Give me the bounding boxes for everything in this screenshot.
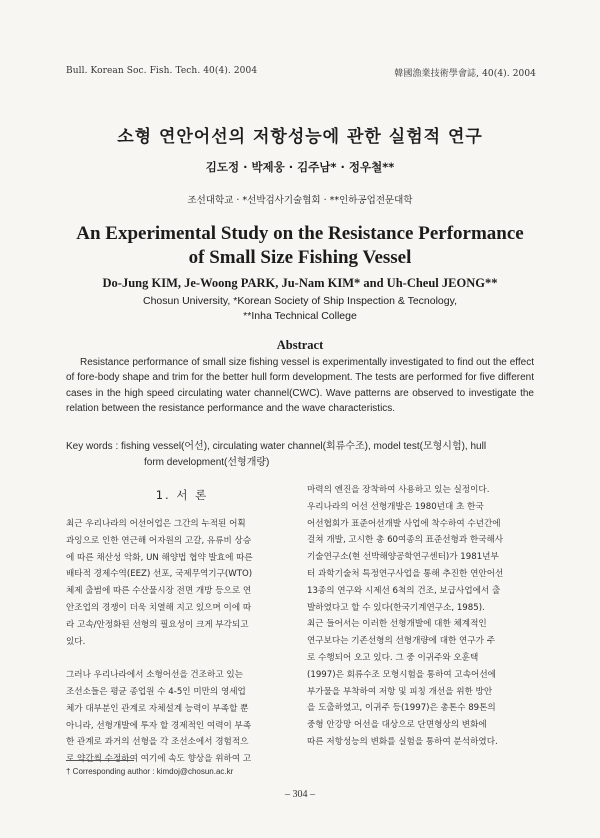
- left-paragraph-1-line: 에 따른 채산성 악화, UN 해양법 협약 발효에 따른: [66, 552, 253, 563]
- right-paragraph-1-line: 마력의 엔진을 장착하여 사용하고 있는 실정이다.: [307, 485, 490, 495]
- english-authors: Do-Jung KIM, Je-Woong PARK, Ju-Nam KIM* and Uh-Cheul JEONG**: [102, 276, 498, 290]
- left-paragraph-1: [66, 516, 298, 650]
- left-paragraph-2-line: 한 관계로 과거의 선형을 각 조선소에서 경험적으: [66, 737, 249, 748]
- right-paragraph-2-line: (1997)은 회류수조 모형시험을 통하여 고속어선에: [307, 669, 496, 680]
- body-column-left: [66, 482, 298, 768]
- abstract-heading: Abstract: [276, 338, 324, 352]
- english-title: [0, 222, 600, 270]
- right-paragraph-2-line: 부가물을 부착하여 저항 및 피칭 개선을 위한 방안: [307, 686, 493, 697]
- footnote-rule: [66, 760, 134, 761]
- journal-header-right: 韓國漁業技術學會誌, 40(4). 2004: [394, 69, 536, 79]
- page-number: – 304 –: [285, 789, 315, 800]
- left-paragraph-1-line: 있다.: [66, 636, 86, 647]
- left-paragraph-1-line: 라 고속/안정화된 선형의 필요성이 크게 부각되고: [66, 619, 249, 630]
- left-paragraph-2-line: 체가 대부분인 관계로 자체설계 능력이 부족할 뿐: [66, 703, 249, 714]
- left-paragraph-1-line: 과잉으로 인한 연근해 어자원의 고갈, 유류비 상승: [66, 535, 252, 546]
- right-paragraph-2: [307, 616, 539, 750]
- english-affiliation-line1: Chosun University, *Korean Society of Ship Inspection & Tecnology,: [142, 295, 457, 307]
- english-affiliations: [0, 294, 600, 324]
- right-paragraph-1-line: 기술연구소(현 선박해양공학연구센터)가 1981년부: [307, 552, 499, 563]
- left-paragraph-2: [66, 667, 298, 768]
- left-paragraph-1-line: 배타적 경제수역(EEZ) 선포, 국제무역기구(WTO): [66, 569, 253, 580]
- keywords-line1: Key words : fishing vessel(어선), circulating water channel(회류수조), model test(모형시험), hull: [66, 441, 487, 452]
- right-paragraph-2-line: 을 도출하였고, 이귀주 등(1997)은 총톤수 89톤의: [307, 703, 496, 714]
- right-paragraph-1: [307, 482, 539, 616]
- footnote-corresponding-author: † Corresponding author : kimdoj@chosun.ac.kr: [66, 767, 234, 776]
- korean-authors: 김도정 · 박제웅 · 김주남* · 정우철**: [205, 160, 395, 174]
- left-paragraph-1-line: 최근 우리나라의 어선어업은 그간의 누적된 어획: [66, 519, 246, 529]
- keywords-line2: form development(선형개량): [144, 457, 270, 468]
- korean-title: 소형 연안어선의 저항성능에 관한 실험적 연구: [117, 127, 483, 147]
- right-paragraph-1-line: 걸쳐 개발, 고시한 총 60여종의 표준선형과 한국해사: [307, 535, 504, 546]
- left-paragraph-2-line: 조선소들은 평균 종업원 수 4-5인 미만의 영세업: [66, 686, 246, 697]
- keywords: [66, 439, 534, 471]
- right-paragraph-1-line: 터 과학기술처 특정연구사업을 통해 추진한 연안어선: [307, 568, 504, 579]
- right-paragraph-2-line: 연구보다는 기존선형의 선형개량에 대한 연구가 주: [307, 636, 495, 647]
- right-paragraph-1-line: 발하였다고 할 수 있다(한국기계연구소, 1985).: [307, 602, 485, 613]
- right-paragraph-2-line: 최근 들어서는 이러한 선형개발에 대한 체계적인: [307, 619, 487, 630]
- korean-affiliations: 조선대학교 · *선박검사기술협회 · **인하공업전문대학: [187, 195, 413, 206]
- english-affiliation-line2: **Inha Technical College: [243, 310, 357, 322]
- right-paragraph-1-line: 어선협회가 표준어선개발 사업에 착수하여 수년간에: [307, 518, 501, 529]
- right-paragraph-2-line: 따른 저항성능의 변화를 실험을 통하여 분석하였다.: [307, 736, 498, 747]
- right-paragraph-2-line: 로 수행되어 오고 있다. 그 중 이귀주와 오훈택: [307, 652, 479, 663]
- english-title-line2: of Small Size Fishing Vessel: [188, 247, 412, 268]
- right-paragraph-1-line: 13종의 연구와 시제선 6척의 건조, 보급사업에서 출: [307, 585, 501, 596]
- left-paragraph-2-line: 로 약간씩 수정하여 여기에 속도 향상을 위하여 고: [66, 754, 252, 765]
- abstract-text: Resistance performance of small size fishing vessel is experimentally investigated to find out the effect of fore-body shape and trim for the better hull form development. The tests are performed for five different cases in the high speed circulating water channel(CWC). Wave patterns are observed to investigate the relation between the resistance performance and the wave characteristics.: [66, 357, 534, 414]
- left-paragraph-1-line: 체제 출범에 따른 수산물시장 전면 개방 등으로 연: [66, 586, 252, 597]
- journal-header-left: Bull. Korean Soc. Fish. Tech. 40(4). 2004: [66, 66, 258, 76]
- body-column-right: [307, 482, 539, 751]
- left-paragraph-2-line: 아니라, 선형개발에 투자 할 경제적인 여력이 부족: [66, 720, 252, 731]
- right-paragraph-2-line: 중형 안강망 어선을 대상으로 단면형상의 변화에: [307, 720, 487, 731]
- right-paragraph-1-line: 우리나라의 어선 선형개발은 1980년대 초 한국: [307, 501, 484, 512]
- left-paragraph-1-line: 안조업의 경쟁이 더욱 치열해 지고 있으며 이에 따: [66, 602, 252, 613]
- left-paragraph-2-line: 그러나 우리나라에서 소형어선을 건조하고 있는: [66, 670, 243, 681]
- section-heading-introduction: 1. 서 론: [155, 488, 209, 502]
- english-title-line1: An Experimental Study on the Resistance Performance: [76, 223, 524, 244]
